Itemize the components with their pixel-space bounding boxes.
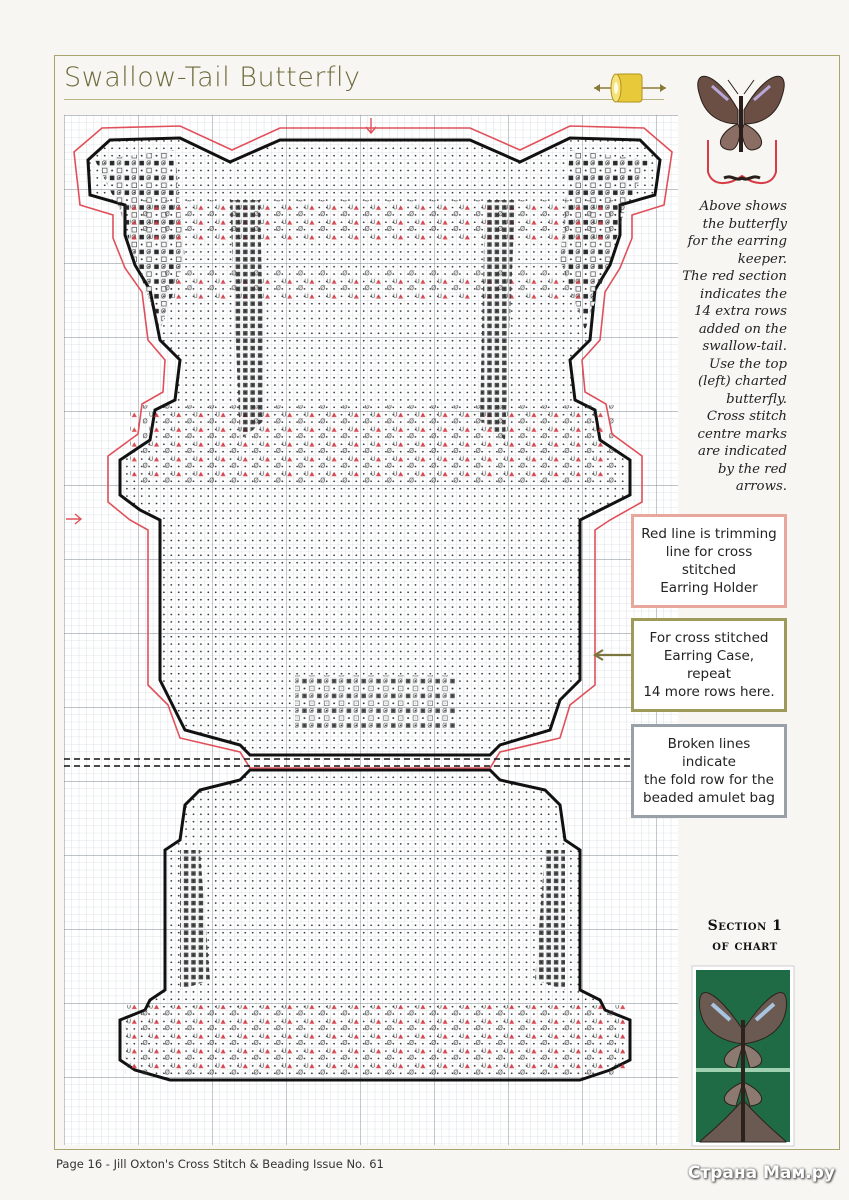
note-line: indicates the: [700, 286, 787, 302]
trimming-callout-line: Earring Holder: [660, 580, 758, 596]
upper-butterfly-motif: [88, 138, 660, 755]
fold-callout-line: Broken lines indicate: [667, 736, 751, 770]
note-line: 14 extra rows: [694, 304, 787, 319]
bead-icon: [594, 74, 666, 102]
middle-band-pattern: [130, 405, 615, 485]
note-line: (left) charted: [697, 374, 787, 389]
lower-band-pattern: [125, 1005, 625, 1075]
fold-callout-line: the fold row for the: [644, 772, 774, 788]
instruction-note: [682, 198, 787, 496]
note-line: arrows.: [735, 479, 787, 494]
note-line: butterfly.: [726, 391, 787, 407]
note-line: The red section: [682, 269, 787, 284]
finished-piece-photo: [692, 966, 794, 1146]
repeat-callout-line: 14 more rows here.: [643, 684, 775, 700]
repeat-callout: [631, 618, 787, 712]
note-line: Above shows: [699, 199, 787, 214]
lower-butterfly-motif: [120, 770, 630, 1080]
note-line: swallow-tail.: [702, 339, 787, 354]
note-line: are indicated: [697, 444, 787, 459]
watermark: Страна Мам.ру: [687, 1163, 835, 1183]
note-line: centre marks: [697, 426, 787, 442]
trimming-callout-line: line for cross stitched: [665, 544, 753, 578]
trimming-callout: [631, 514, 787, 608]
note-line: Use the top: [709, 356, 787, 372]
section-label-line1: Section 1: [707, 918, 783, 934]
section-label: [690, 916, 800, 956]
page-footer: Page 16 - Jill Oxton's Cross Stitch & Beading Issue No. 61: [56, 1157, 384, 1171]
fold-callout: [631, 724, 787, 818]
upper-band-2-pattern: [160, 270, 585, 300]
section-label-line2: of chart: [712, 938, 778, 954]
note-line: by the red: [718, 461, 787, 477]
butterfly-icon: [698, 76, 784, 183]
page-title: Swallow-Tail Butterfly: [64, 62, 361, 93]
note-line: for the earring: [687, 234, 787, 249]
lower-tail-pattern: [295, 675, 455, 730]
trimming-callout-line: Red line is trimming: [641, 526, 777, 542]
repeat-callout-line: Earring Case, repeat: [663, 648, 755, 682]
note-line: keeper.: [737, 251, 787, 267]
note-line: the butterfly: [702, 216, 787, 232]
upper-band-pattern: [130, 200, 615, 240]
note-line: Cross stitch: [706, 409, 787, 424]
fold-callout-line: beaded amulet bag: [643, 790, 775, 806]
repeat-callout-line: For cross stitched: [649, 630, 769, 646]
note-line: added on the: [698, 321, 787, 337]
